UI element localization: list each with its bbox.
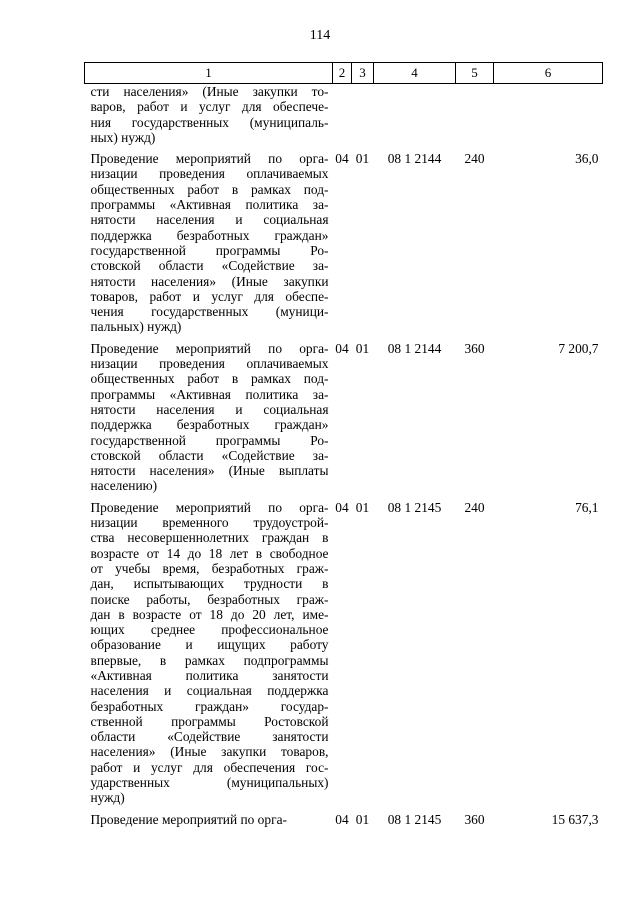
- description-line: ющих среднее профессиональное: [90, 622, 329, 638]
- description-line: образование и ищущих работу: [90, 637, 329, 653]
- section-code: 04: [335, 499, 349, 515]
- table-row: [85, 84, 603, 146]
- description-line: безработных граждан» государ-: [90, 698, 329, 714]
- header-cell-2: 2: [333, 63, 352, 84]
- description-line: товаров, работ и услуг для обеспе-: [90, 288, 329, 304]
- header-cell-6: 6: [494, 63, 603, 84]
- row-description: [85, 84, 333, 146]
- expense-type-code: 240: [464, 151, 485, 167]
- description-line: варов, работ и услуг для обеспече-: [90, 99, 329, 115]
- description-line: ударственных (муниципальных): [90, 775, 329, 791]
- target-article-code: [374, 84, 456, 146]
- description-line: государственной программы Ро-: [90, 242, 329, 258]
- row-description: [85, 341, 333, 494]
- amount-value: 15 637,3: [551, 811, 599, 827]
- table-row: [85, 812, 603, 827]
- header-cell-3: 3: [352, 63, 374, 84]
- expense-type-code: 240: [464, 499, 485, 515]
- table-row: [85, 151, 603, 335]
- description-line: нужд): [90, 790, 125, 806]
- header-cell-1: 1: [85, 63, 333, 84]
- description-line: населению): [90, 478, 158, 494]
- expense-type-code: 360: [464, 340, 485, 356]
- description-line: ных) нужд): [90, 129, 156, 145]
- description-line: ства несовершеннолетних граждан в: [90, 530, 329, 546]
- description-line: нятости населения и социальная: [90, 401, 329, 417]
- row-description: [85, 151, 333, 335]
- table-body: [85, 84, 603, 827]
- amount-value: 36,0: [575, 151, 599, 167]
- description-line: нятости населения и социальная: [90, 212, 329, 228]
- section-code: [333, 84, 352, 146]
- description-line: от учебы время, безработных граж-: [90, 560, 329, 576]
- subsection-code: 01: [355, 499, 370, 515]
- description-line: сти населения» (Иные закупки то-: [90, 84, 329, 99]
- description-line: ственной программы Ростовской: [90, 713, 329, 729]
- description-line: населения и социальная поддержка: [90, 683, 329, 699]
- subsection-code: 01: [355, 340, 370, 356]
- description-line: чения государственных (муници-: [90, 304, 329, 320]
- page-number: 114: [309, 28, 331, 43]
- description-line: дан, испытывающих трудности в: [90, 576, 329, 592]
- description-line: нятости населения» (Иные выплаты: [90, 463, 329, 479]
- table-header: [85, 63, 603, 84]
- description-line: программы «Активная политика за-: [90, 386, 329, 402]
- subsection-code: 01: [355, 151, 370, 167]
- target-article-code: 08 1 2144: [387, 151, 442, 167]
- header-cell-4: 4: [374, 63, 456, 84]
- description-line: Проведение мероприятий по орга-: [90, 151, 329, 167]
- description-line: общественных работ в рамках под-: [90, 181, 329, 197]
- description-line: Проведение мероприятий по орга-: [90, 499, 329, 515]
- amount-value: 7 200,7: [558, 340, 599, 356]
- row-description: [85, 812, 333, 827]
- description-line: низации проведения оплачиваемых: [90, 166, 329, 182]
- description-line: стовской области «Содействие за-: [90, 447, 329, 463]
- description-line: нятости населения» (Иные закупки: [90, 273, 329, 289]
- description-line: работ и услуг для обеспечения гос-: [90, 759, 329, 775]
- description-line: «Активная политика занятости: [90, 667, 329, 683]
- table-row: [85, 500, 603, 806]
- description-line: низации проведения оплачиваемых: [90, 356, 329, 372]
- expense-type-code: 360: [464, 811, 485, 827]
- description-line: ния государственных (муниципаль-: [90, 114, 329, 130]
- section-code: 04: [335, 340, 349, 356]
- expense-type-code: [456, 84, 494, 146]
- description-line: дан в возрасте от 18 до 20 лет, име-: [90, 606, 329, 622]
- subsection-code: [352, 84, 374, 146]
- description-line: области «Содействие занятости: [90, 729, 329, 745]
- target-article-code: 08 1 2145: [387, 811, 442, 827]
- description-line: общественных работ в рамках под-: [90, 371, 329, 387]
- description-line: возрасте от 14 до 18 лет в свободное: [90, 545, 329, 561]
- section-code: 04: [335, 151, 349, 167]
- section-code: 04: [335, 811, 349, 827]
- description-line: низации временного трудоустрой-: [90, 515, 329, 531]
- budget-table: [84, 62, 603, 827]
- description-line: стовской области «Содействие за-: [90, 258, 329, 274]
- description-line: Проведение мероприятий по орга-: [90, 811, 287, 827]
- description-line: населения» (Иные закупки товаров,: [90, 744, 329, 760]
- amount-value: [494, 84, 603, 146]
- subsection-code: 01: [355, 811, 370, 827]
- target-article-code: 08 1 2145: [387, 499, 442, 515]
- description-line: государственной программы Ро-: [90, 432, 329, 448]
- description-line: поиске работы, безработных граж-: [90, 591, 329, 607]
- table-row: [85, 341, 603, 494]
- target-article-code: 08 1 2144: [387, 340, 442, 356]
- description-line: программы «Активная политика за-: [90, 197, 329, 213]
- amount-value: 76,1: [575, 499, 599, 515]
- description-line: поддержка безработных граждан»: [90, 227, 329, 243]
- description-line: поддержка безработных граждан»: [90, 417, 329, 433]
- description-line: впервые, в рамках подпрограммы: [90, 652, 329, 668]
- description-line: пальных) нужд): [90, 319, 182, 335]
- row-description: [85, 500, 333, 806]
- description-line: Проведение мероприятий по орга-: [90, 340, 329, 356]
- header-cell-5: 5: [456, 63, 494, 84]
